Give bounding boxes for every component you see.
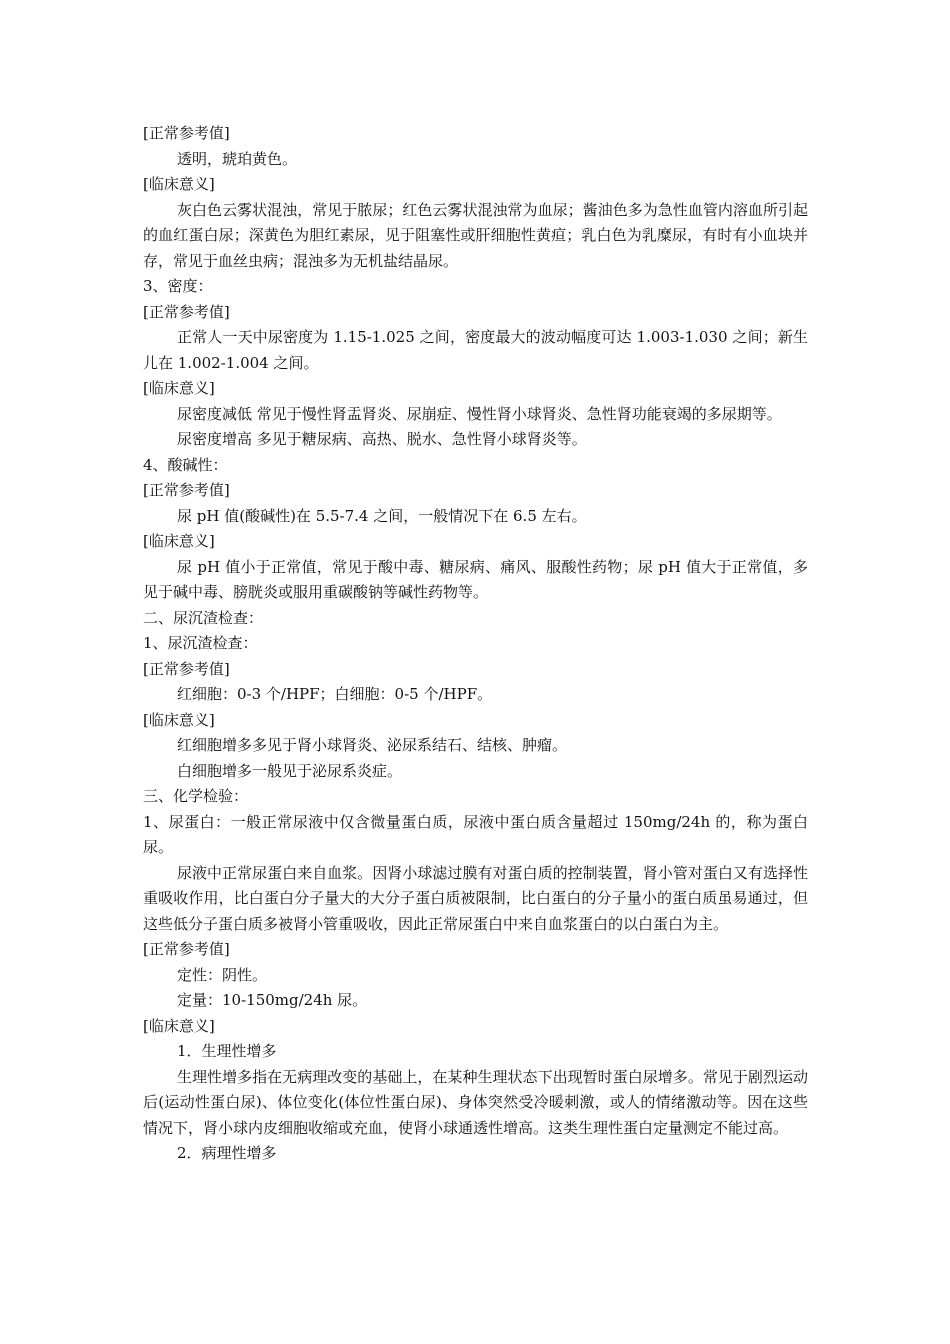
section-label-clinical-significance: [临床意义] — [143, 710, 215, 729]
paragraph-ph-normal: 尿 pH 值(酸碱性)在 5.5-7.4 之间，一般情况下在 6.5 左右。 — [177, 506, 587, 525]
paragraph-urine-color-normal: 透明，琥珀黄色。 — [177, 149, 298, 168]
paragraph-quantitative: 定量：10-150mg/24h 尿。 — [177, 991, 368, 1009]
paragraph-density-increased: 尿密度增高 多见于糖尿病、高热、脱水、急性肾小球肾炎等。 — [177, 430, 587, 448]
paragraph-density-decreased: 尿密度减低 常见于慢性肾盂肾炎、尿崩症、慢性肾小球肾炎、急性肾功能衰竭的多尿期等。 — [177, 404, 782, 423]
section-label-clinical-significance: [临床意义] — [143, 532, 215, 550]
paragraph-physiological-increase: 生理性增多指在无病理改变的基础上，在某种生理状态下出现暂时蛋白尿增多。常见于剧烈运动后(运动性蛋白尿)、体位变化(体位性蛋白尿)、身体突然受冷暖刺激，或人的情绪激动等。因在这些情况下，肾小球内皮细胞收缩或充血，使肾小球通透性增高。这类生理性蛋白定量测定不能过高。 — [143, 1067, 808, 1137]
document-page — [143, 121, 808, 1167]
heading-sediment: 1、尿沉渣检查： — [143, 634, 258, 652]
section-label-normal-reference: [正常参考值] — [143, 659, 230, 678]
section-label-normal-reference: [正常参考值] — [143, 481, 230, 499]
paragraph-urine-protein-source: 尿液中正常尿蛋白来自血浆。因肾小球滤过膜有对蛋白质的控制装置，肾小管对蛋白又有选择性重吸收作用，比白蛋白分子量大的大分子蛋白质被限制，比白蛋白的分子量小的蛋白质虽易通过，但这些低分子蛋白质多被肾小管重吸收，因此正常尿蛋白中来自血浆蛋白的以白蛋白为主。 — [143, 863, 808, 933]
paragraph-wbc-increased: 白细胞增多一般见于泌尿系炎症。 — [177, 761, 403, 780]
section-label-clinical-significance: [临床意义] — [143, 175, 215, 193]
paragraph-density-normal: 正常人一天中尿密度为 1.15-1.025 之间，密度最大的波动幅度可达 1.003-1.030 之间；新生儿在 1.002-1.004 之间。 — [143, 328, 808, 372]
section-label-normal-reference: [正常参考值] — [143, 124, 230, 142]
heading-density: 3、密度： — [143, 277, 213, 295]
paragraph-urine-protein-definition: 1、尿蛋白：一般正常尿液中仅含微量蛋白质，尿液中蛋白质含量超过 150mg/24h 的，称为蛋白尿。 — [143, 812, 808, 856]
subheading-pathological-increase: 2．病理性增多 — [177, 1144, 277, 1162]
paragraph-qualitative: 定性：阴性。 — [177, 965, 268, 984]
subheading-physiological-increase: 1．生理性增多 — [177, 1042, 277, 1060]
paragraph-ph-clinical: 尿 pH 值小于正常值，常见于酸中毒、糖尿病、痛风、服酸性药物；尿 pH 值大于正常值，多见于碱中毒、膀胱炎或服用重碳酸钠等碱性药物等。 — [143, 557, 808, 601]
heading-chemical-test: 三、化学检验： — [143, 787, 249, 805]
heading-ph: 4、酸碱性： — [143, 455, 228, 474]
paragraph-rbc-increased: 红细胞增多多见于肾小球肾炎、泌尿系结石、结核、肿瘤。 — [177, 736, 568, 754]
heading-sediment-section: 二、尿沉渣检查： — [143, 608, 264, 627]
section-label-normal-reference: [正常参考值] — [143, 302, 230, 321]
section-label-normal-reference: [正常参考值] — [143, 940, 230, 958]
section-label-clinical-significance: [临床意义] — [143, 1016, 215, 1035]
paragraph-urine-turbidity: 灰白色云雾状混浊，常见于脓尿；红色云雾状混浊常为血尿；酱油色多为急性血管内溶血所引起的血红蛋白尿；深黄色为胆红素尿，见于阻塞性或肝细胞性黄疸；乳白色为乳糜尿，有时有小血块并存，常见于血丝虫病；混浊多为无机盐结晶尿。 — [143, 200, 808, 270]
section-label-clinical-significance: [临床意义] — [143, 379, 215, 397]
paragraph-sediment-normal: 红细胞：0-3 个/HPF；白细胞：0-5 个/HPF。 — [177, 685, 493, 703]
